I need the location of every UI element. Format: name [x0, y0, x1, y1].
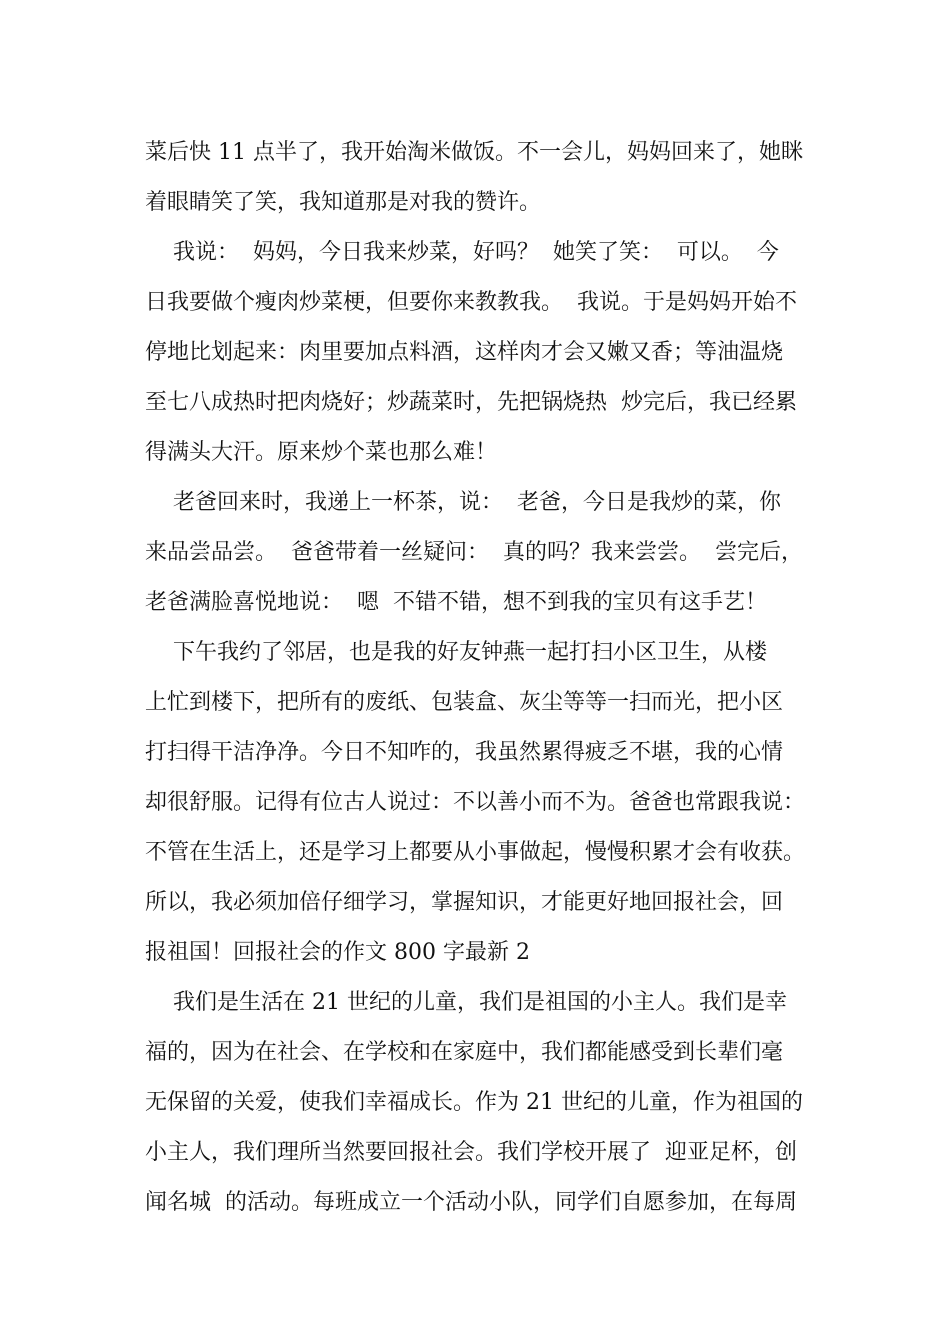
text-line: 报祖国！回报社会的作文 800 字最新 2 [145, 940, 530, 965]
text-line: 日我要做个瘦肉炒菜梗，但要你来教教我。 我说。于是妈妈开始不 [145, 290, 797, 315]
text-line: 着眼睛笑了笑，我知道那是对我的赞许。 [145, 190, 542, 215]
text-line: 无保留的关爱，使我们幸福成长。作为 21 世纪的儿童，作为祖国的 [145, 1090, 803, 1115]
text-line: 不管在生活上，还是学习上都要从小事做起，慢慢积累才会有收获。 [145, 840, 806, 865]
text-line: 至七八成热时把肉烧好；炒蔬菜时，先把锅烧热 炒完后，我已经累 [145, 390, 797, 415]
text-line: 我们是生活在 21 世纪的儿童，我们是祖国的小主人。我们是幸 [145, 990, 787, 1015]
text-line: 所以，我必须加倍仔细学习，掌握知识，才能更好地回报社会，回 [145, 890, 784, 915]
document-body [145, 128, 815, 1228]
text-line: 小主人，我们理所当然要回报社会。我们学校开展了 迎亚足杯，创 [145, 1140, 797, 1165]
text-line: 下午我约了邻居，也是我的好友钟燕一起打扫小区卫生，从楼 [145, 640, 767, 665]
text-line: 菜后快 11 点半了，我开始淘米做饭。不一会儿，妈妈回来了，她眯 [145, 140, 803, 165]
text-line: 停地比划起来：肉里要加点料酒，这样肉才会又嫩又香；等油温烧 [145, 340, 784, 365]
text-line: 来品尝品尝。 爸爸带着一丝疑问： 真的吗？我来尝尝。 尝完后， [145, 540, 803, 565]
text-line: 福的，因为在社会、在学校和在家庭中，我们都能感受到长辈们毫 [145, 1040, 784, 1065]
text-line: 打扫得干洁净净。今日不知咋的，我虽然累得疲乏不堪，我的心情 [145, 740, 784, 765]
text-line: 上忙到楼下，把所有的废纸、包装盒、灰尘等等一扫而光，把小区 [145, 690, 784, 715]
text-line: 得满头大汗。原来炒个菜也那么难！ [145, 440, 498, 465]
text-line: 却很舒服。记得有位古人说过：不以善小而不为。爸爸也常跟我说： [145, 790, 806, 815]
text-line: 闻名城 的活动。每班成立一个活动小队，同学们自愿参加，在每周 [145, 1190, 797, 1215]
text-line: 老爸回来时，我递上一杯茶，说： 老爸，今日是我炒的菜，你 [145, 490, 781, 515]
text-line: 老爸满脸喜悦地说： 嗯 不错不错，想不到我的宝贝有这手艺！ [145, 590, 767, 615]
text-line: 我说： 妈妈，今日我来炒菜，好吗？ 她笑了笑： 可以。 今 [145, 240, 779, 265]
